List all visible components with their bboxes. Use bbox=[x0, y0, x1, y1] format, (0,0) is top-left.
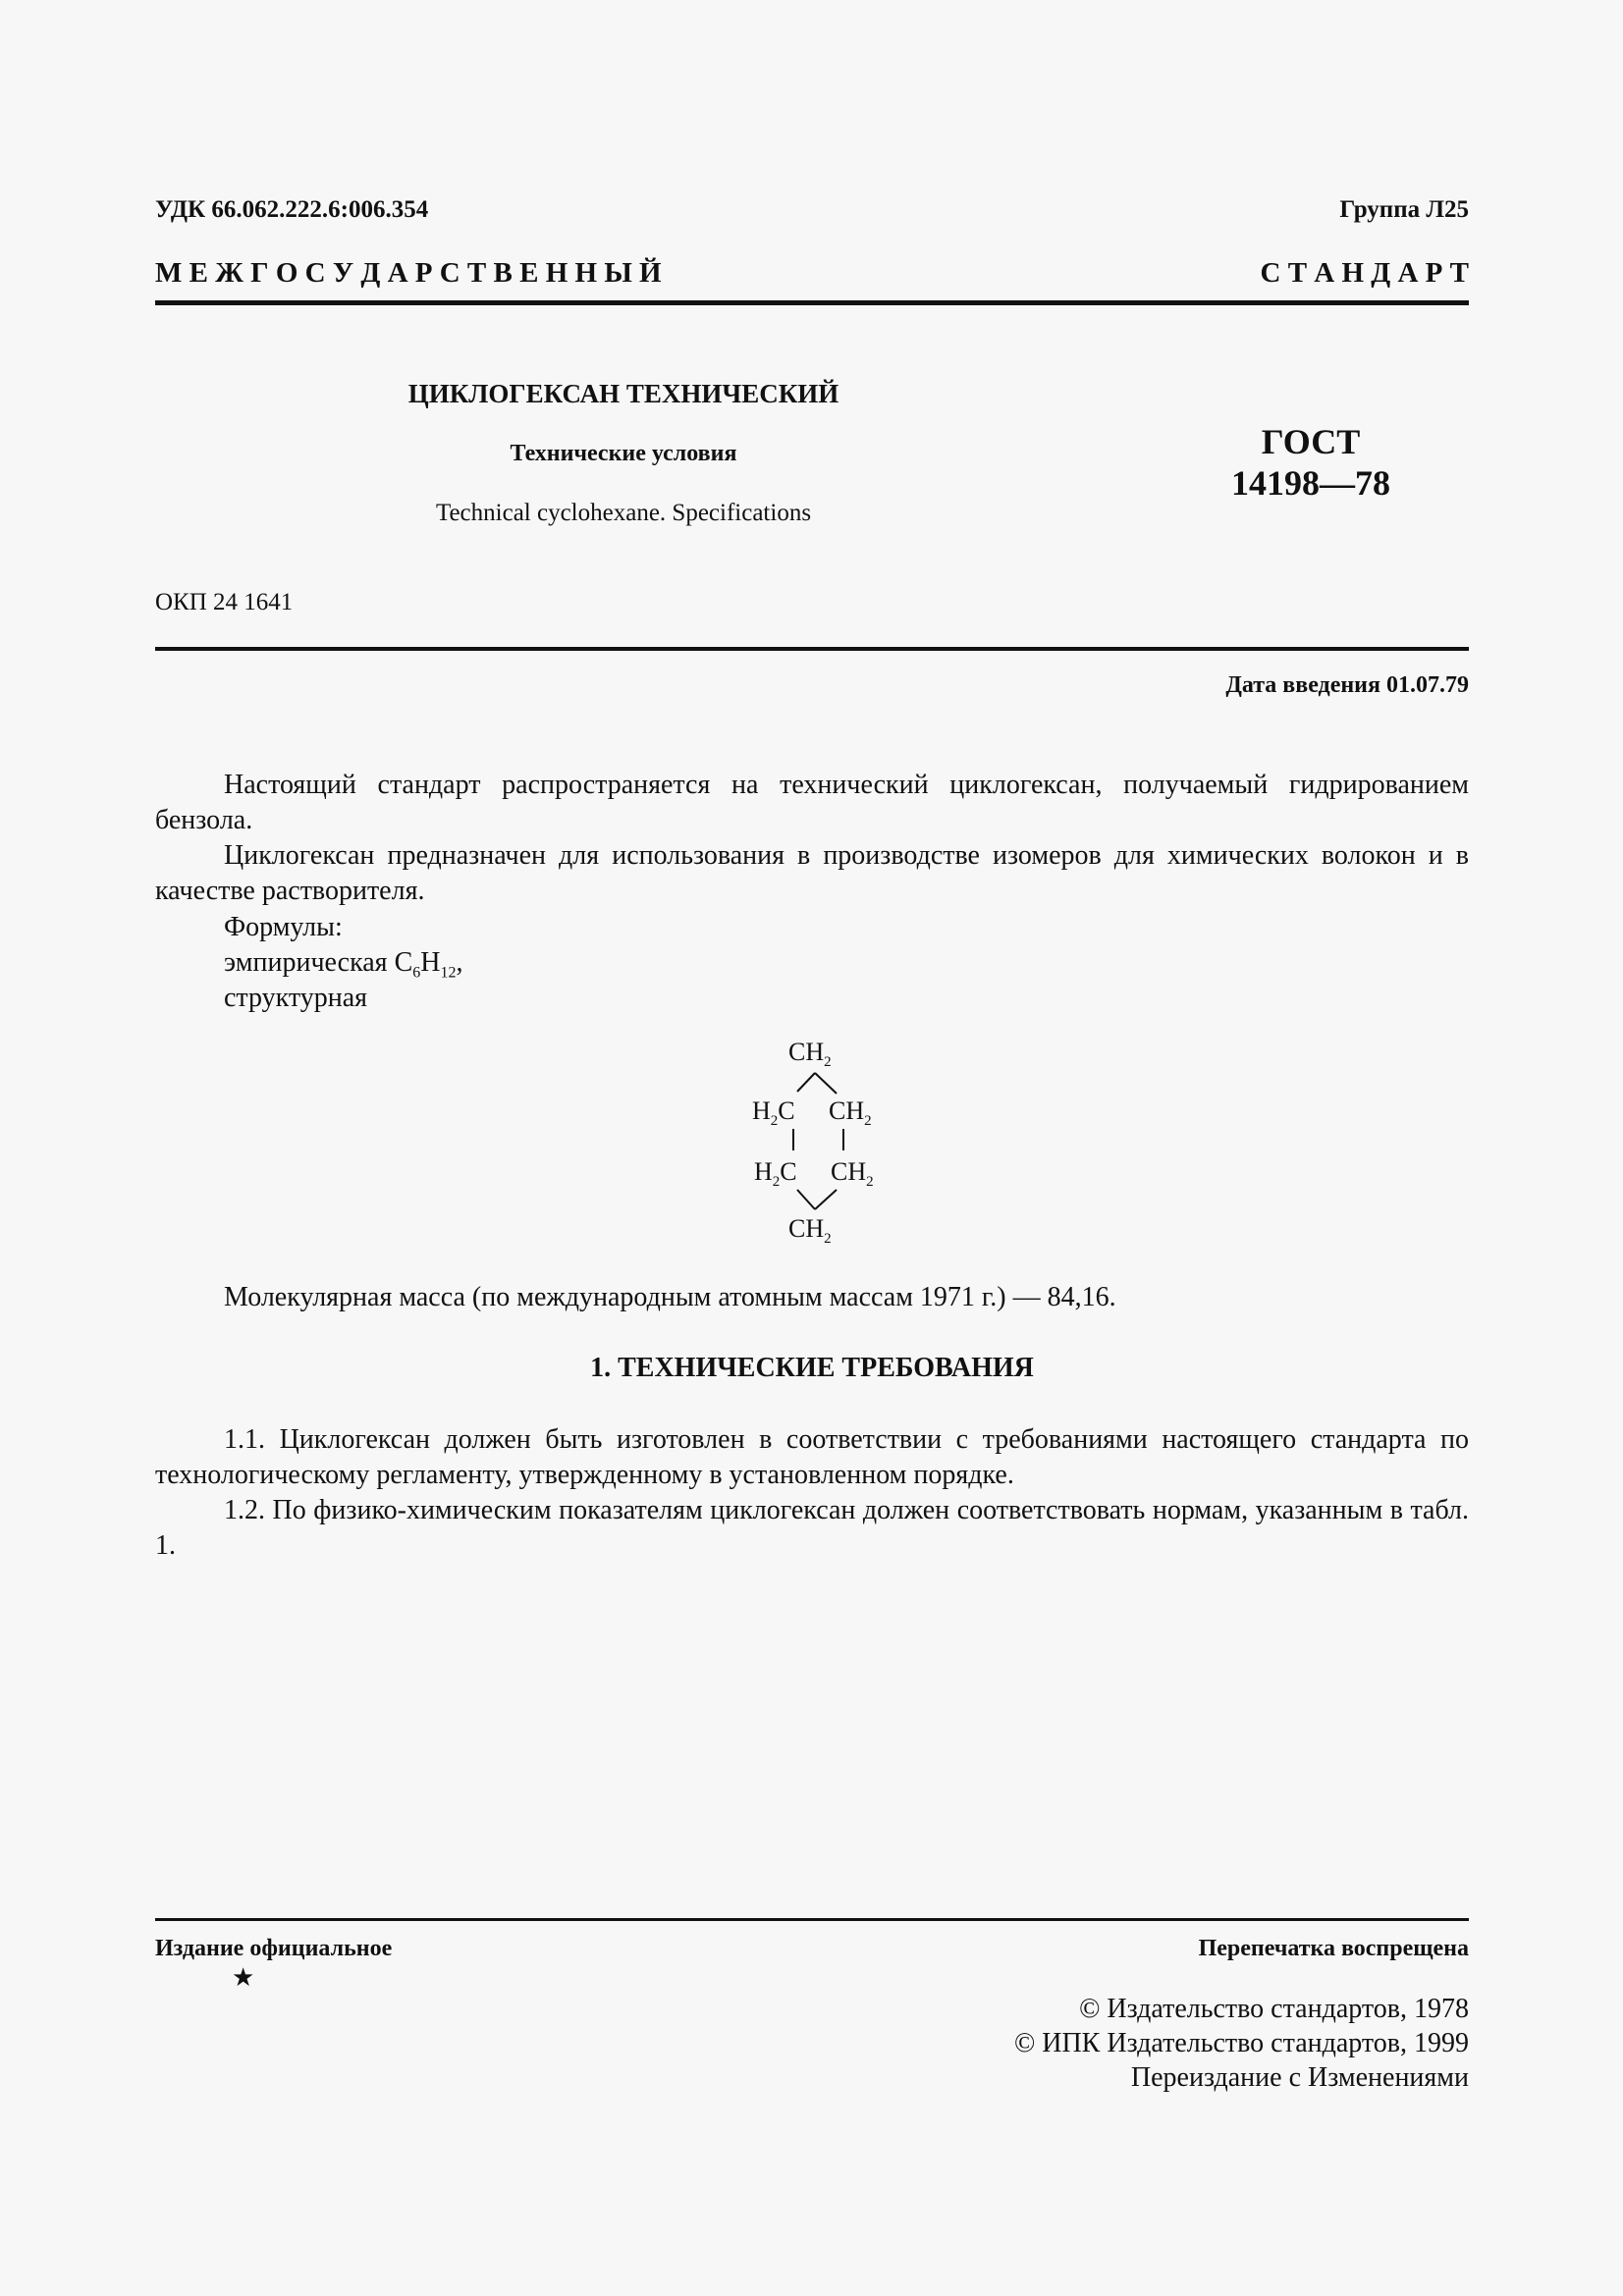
interstate-standard-banner bbox=[155, 257, 1469, 290]
structure-right-upper-group: $CH_2$ bbox=[829, 1096, 872, 1129]
interstate-word: М Е Ж Г О С У Д А Р С Т В Е Н Н Ы Й bbox=[155, 257, 662, 289]
bond-top-left bbox=[797, 1073, 815, 1092]
udk-code: УДК 66.062.222.6:006.354 bbox=[155, 196, 429, 223]
bond-bottom-right bbox=[815, 1190, 837, 1209]
structure-bottom-group: $CH_2$ bbox=[788, 1214, 832, 1247]
official-edition: Издание официальное bbox=[155, 1936, 393, 1961]
structure-right-lower-group: $CH_2$ bbox=[831, 1157, 874, 1190]
empirical-label: эмпирическая C bbox=[224, 947, 413, 978]
title-rule bbox=[155, 647, 1469, 651]
structure-top-group: $CH_2$ bbox=[788, 1038, 832, 1070]
reissue-note: Переиздание с Изменениями bbox=[1130, 2062, 1469, 2093]
gost-label: ГОСТ bbox=[1261, 422, 1361, 461]
okp-code: ОКП 24 1641 bbox=[155, 589, 294, 615]
standard-word: С Т А Н Д А Р Т bbox=[1260, 257, 1469, 289]
molar-mass: Молекулярная масса (по международным атомным массам 1971 г.) — 84,16. bbox=[224, 1282, 1116, 1312]
document-subtitle: Технические условия bbox=[510, 441, 737, 466]
copyright-1999: © ИПК Издательство стандартов, 1999 bbox=[1013, 2028, 1469, 2058]
bond-top-right bbox=[815, 1073, 837, 1094]
empirical-comma: , bbox=[456, 947, 463, 978]
structure-left-lower-group: $H_2C$ bbox=[754, 1157, 797, 1190]
copyright-1978: © Издательство стандартов, 1978 bbox=[1079, 1994, 1469, 2024]
paragraph-1-1: 1.1. Циклогексан должен быть изготовлен в соответствии с требованиями настоящего стандарта по технологическому регламенту, утвержденному в установленном порядке. bbox=[155, 1424, 1469, 1490]
group-code: Группа Л25 bbox=[1339, 196, 1469, 223]
paragraph-1-2: 1.2. По физико-химическим показателям циклогексан должен соответствовать нормам, указанным в табл. 1. bbox=[155, 1495, 1469, 1561]
section-heading: 1. ТЕХНИЧЕСКИЕ ТРЕБОВАНИЯ bbox=[590, 1353, 1034, 1383]
english-title: Technical cyclohexane. Specifications bbox=[435, 500, 812, 526]
structure-left-upper-group: $H_2C$ bbox=[752, 1096, 795, 1129]
cyclohexane-structural-formula bbox=[746, 1031, 893, 1256]
footer-rule bbox=[155, 1918, 1469, 1921]
paragraph-scope: Настоящий стандарт распространяется на технический циклогексан, получаемый гидрированием бензола. bbox=[155, 770, 1469, 835]
reprint-prohibited: Перепечатка воспрещена bbox=[1198, 1936, 1469, 1961]
paragraph-purpose: Циклогексан предназначен для использования в производстве изомеров для химических волокон и в качестве растворителя. bbox=[155, 840, 1469, 906]
gost-number: 14198—78 bbox=[1231, 463, 1390, 503]
header-rule bbox=[155, 300, 1469, 305]
formulas-label: Формулы: bbox=[224, 912, 343, 942]
introduction-date: Дата введения 01.07.79 bbox=[1225, 672, 1469, 698]
star-icon: ★ bbox=[232, 1963, 255, 1992]
structural-label: структурная bbox=[224, 983, 368, 1013]
empirical-sub-c: 6 bbox=[412, 964, 421, 982]
empirical-sub-h: 12 bbox=[440, 964, 457, 982]
empirical-h: H bbox=[420, 947, 441, 978]
document-title: ЦИКЛОГЕКСАН ТЕХНИЧЕСКИЙ bbox=[407, 379, 839, 408]
bond-bottom-left bbox=[797, 1190, 815, 1209]
